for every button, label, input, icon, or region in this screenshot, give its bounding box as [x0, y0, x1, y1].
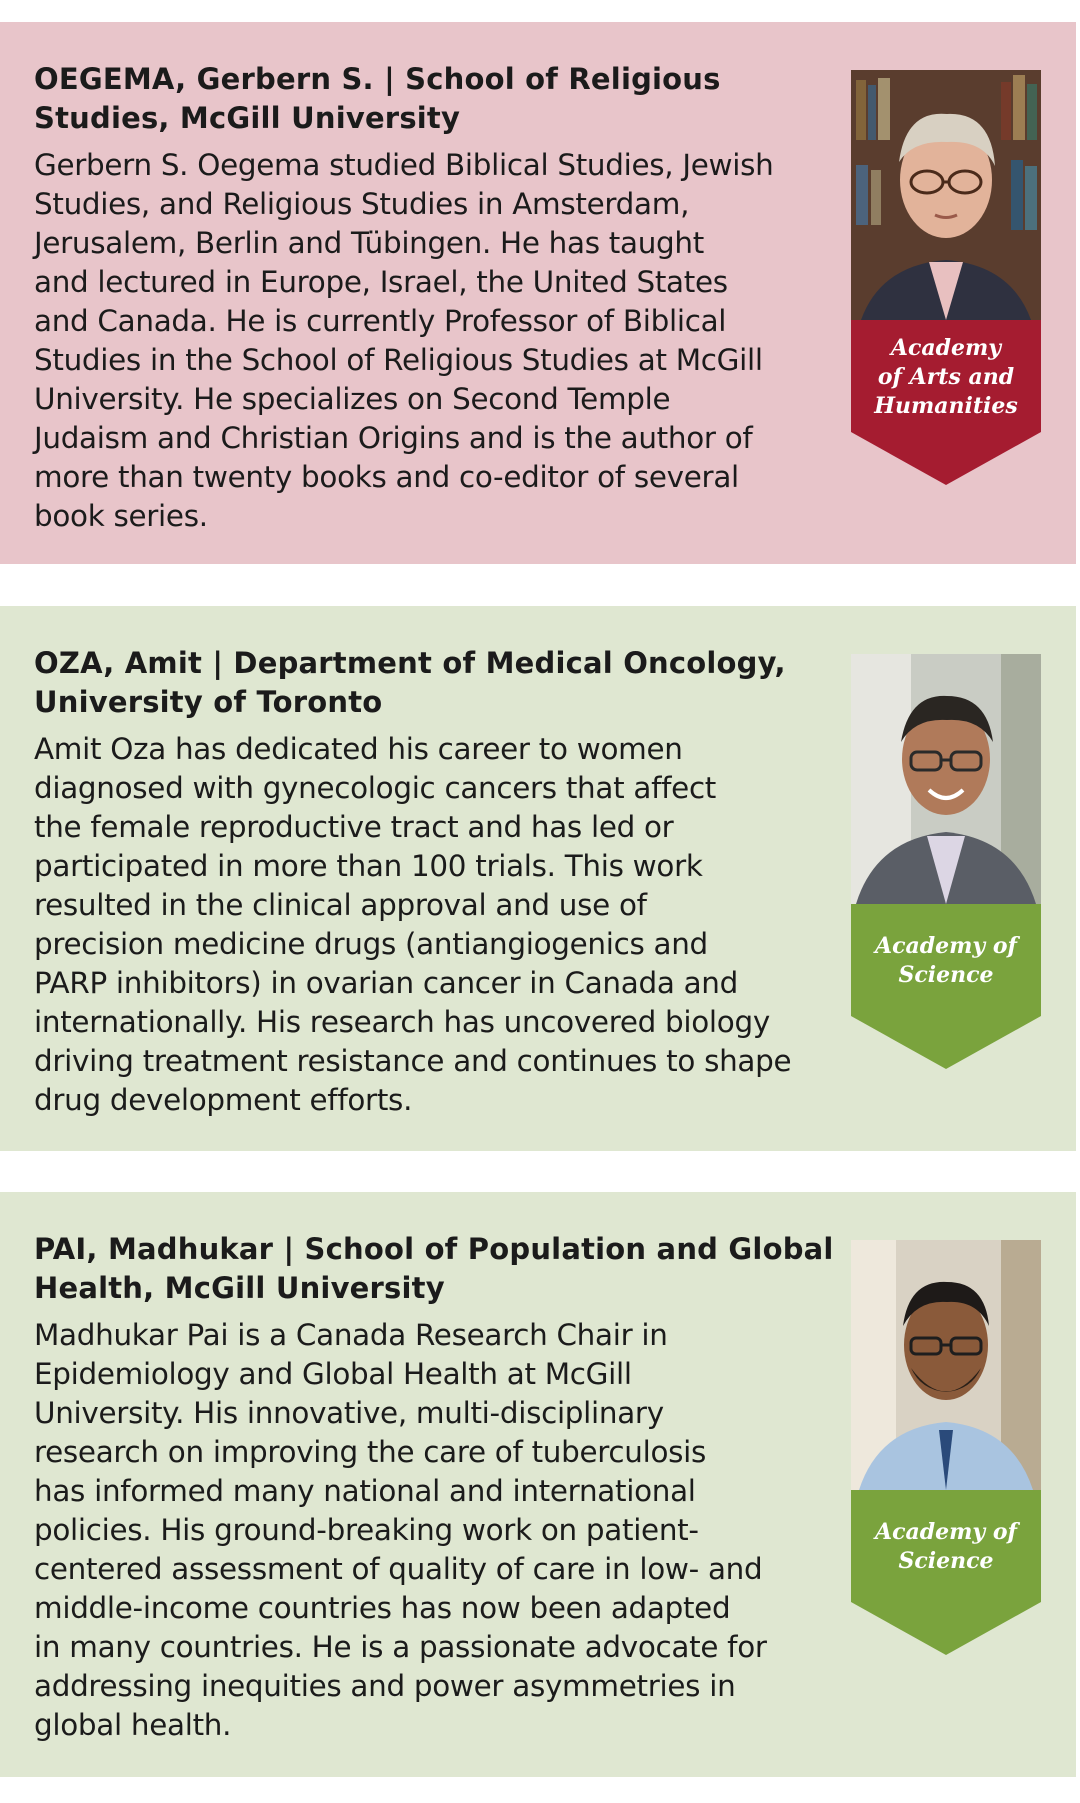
academy-label [851, 334, 1041, 421]
portrait-photo-oegema [851, 70, 1041, 320]
bio-line: and lectured in Europe, Israel, the United States [34, 265, 728, 299]
bio-line: more than twenty books and co-editor of several [34, 460, 739, 494]
profile-bio [34, 1316, 834, 1745]
academy-label-line: Science [898, 962, 994, 988]
bio-line: middle-income countries has now been adapted [34, 1591, 731, 1625]
bio-line: Jerusalem, Berlin and Tübingen. He has taught [34, 226, 704, 260]
bio-line: has informed many national and international [34, 1474, 696, 1508]
bio-line: Madhukar Pai is a Canada Research Chair in [34, 1318, 668, 1352]
profile-name-line-2: Health, McGill University [34, 1271, 445, 1305]
bio-line: Amit Oza has dedicated his career to women [34, 732, 683, 766]
academy-label-line: Humanities [874, 393, 1018, 419]
bio-line: global health. [34, 1708, 232, 1742]
bio-line: research on improving the care of tuberculosis [34, 1435, 707, 1469]
bio-line: driving treatment resistance and continues to shape [34, 1044, 792, 1078]
profile-photo-column [851, 654, 1041, 1069]
academy-banner [851, 320, 1041, 485]
academy-label [851, 1518, 1041, 1576]
bio-line: in many countries. He is a passionate advocate for [34, 1630, 767, 1664]
bio-line: Studies, and Religious Studies in Amsterdam, [34, 187, 690, 221]
bio-line: precision medicine drugs (antiangiogenics and [34, 927, 708, 961]
profile-photo-column [851, 1240, 1041, 1655]
bio-line: Epidemiology and Global Health at McGill [34, 1357, 632, 1391]
bio-line: Judaism and Christian Origins and is the author of [34, 421, 753, 455]
bio-line: book series. [34, 499, 208, 533]
bio-line: drug development efforts. [34, 1083, 413, 1117]
profile-card-oza [0, 606, 1076, 1151]
academy-banner [851, 904, 1041, 1069]
profile-text [34, 644, 834, 1120]
academy-label-line: Academy [890, 335, 1002, 361]
portrait-photo-pai [851, 1240, 1041, 1490]
bio-line: diagnosed with gynecologic cancers that affect [34, 771, 717, 805]
academy-label-line: Academy of [875, 933, 1017, 959]
bio-line: policies. His ground-breaking work on patient- [34, 1513, 699, 1547]
profile-name-line-1: PAI, Madhukar | School of Population and Global [34, 1232, 834, 1266]
academy-banner [851, 1490, 1041, 1655]
bio-line: and Canada. He is currently Professor of Biblical [34, 304, 727, 338]
bio-line: PARP inhibitors) in ovarian cancer in Canada and [34, 966, 738, 1000]
profile-photo-column [851, 70, 1041, 485]
bio-line: internationally. His research has uncovered biology [34, 1005, 770, 1039]
academy-label-line: Academy of [875, 1519, 1017, 1545]
profile-text [34, 60, 834, 536]
bio-line: University. His innovative, multi-disciplinary [34, 1396, 664, 1430]
bio-line: Studies in the School of Religious Studies at McGill [34, 343, 763, 377]
profile-name [34, 60, 834, 138]
bio-line: participated in more than 100 trials. This work [34, 849, 703, 883]
profile-card-pai [0, 1192, 1076, 1777]
bio-line: University. He specializes on Second Temple [34, 382, 671, 416]
profile-name-line-2: Studies, McGill University [34, 101, 461, 135]
profile-card-oegema [0, 22, 1076, 564]
academy-label-line: of Arts and [877, 364, 1015, 390]
profile-name-line-1: OEGEMA, Gerbern S. | School of Religious [34, 62, 721, 96]
bio-line: the female reproductive tract and has led or [34, 810, 674, 844]
profile-name [34, 1230, 834, 1308]
profile-name-line-2: University of Toronto [34, 685, 383, 719]
profile-text [34, 1230, 834, 1745]
portrait-photo-oza [851, 654, 1041, 904]
profile-name [34, 644, 834, 722]
academy-label [851, 932, 1041, 990]
bio-line: centered assessment of quality of care in low- and [34, 1552, 763, 1586]
bio-line: Gerbern S. Oegema studied Biblical Studies, Jewish [34, 148, 774, 182]
academy-label-line: Science [898, 1548, 994, 1574]
bio-line: resulted in the clinical approval and use of [34, 888, 647, 922]
profile-bio [34, 146, 834, 536]
profile-bio [34, 730, 834, 1120]
profile-name-line-1: OZA, Amit | Department of Medical Oncology, [34, 646, 786, 680]
bio-line: addressing inequities and power asymmetries in [34, 1669, 736, 1703]
